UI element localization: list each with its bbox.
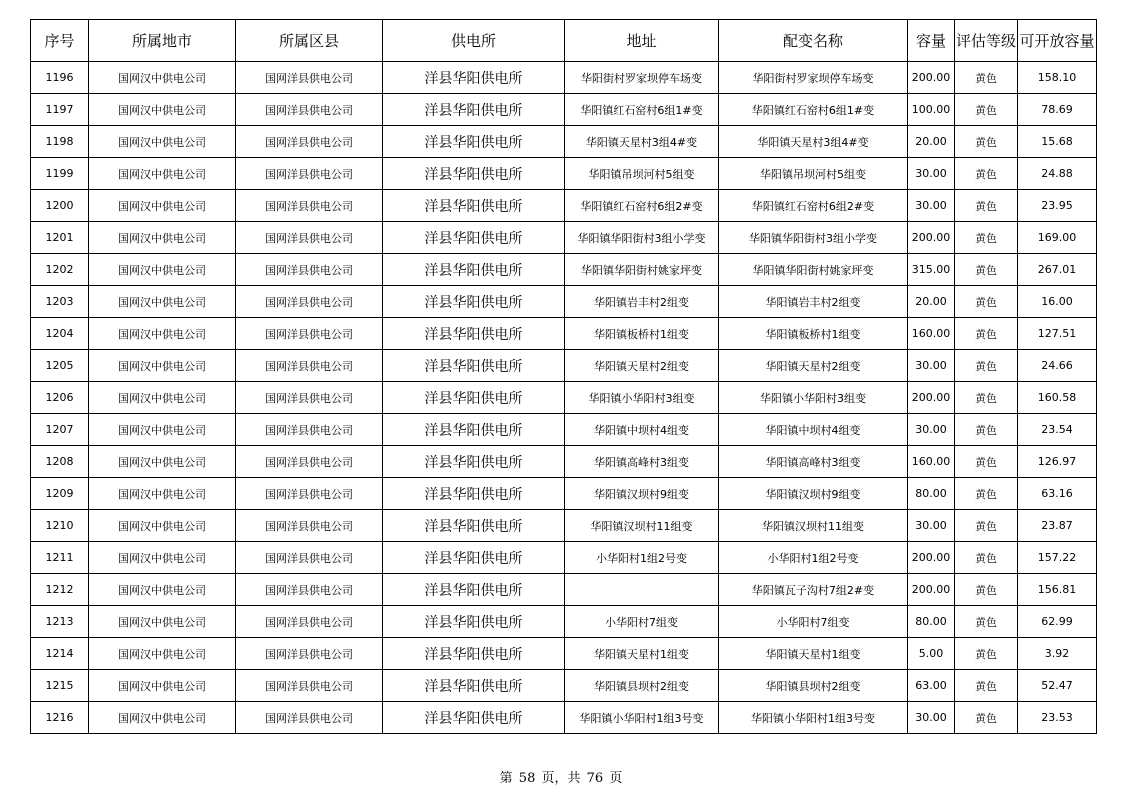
cell-col-index: 1200 bbox=[31, 190, 89, 222]
table-row bbox=[31, 350, 1097, 382]
cell-col-county: 国网洋县供电公司 bbox=[236, 478, 383, 510]
header-col-county: 所属区县 bbox=[236, 20, 383, 62]
cell-col-capacity: 200.00 bbox=[908, 62, 955, 94]
cell-col-index: 1203 bbox=[31, 286, 89, 318]
cell-col-county: 国网洋县供电公司 bbox=[236, 382, 383, 414]
cell-col-open-capacity: 157.22 bbox=[1018, 542, 1097, 574]
cell-col-open-capacity: 127.51 bbox=[1018, 318, 1097, 350]
table-row bbox=[31, 62, 1097, 94]
cell-col-city: 国网汉中供电公司 bbox=[89, 382, 236, 414]
cell-col-county: 国网洋县供电公司 bbox=[236, 414, 383, 446]
cell-col-transformer-name: 华阳镇天星村1组变 bbox=[719, 638, 908, 670]
cell-col-assessment-level: 黄色 bbox=[955, 254, 1018, 286]
cell-col-capacity: 20.00 bbox=[908, 126, 955, 158]
cell-col-county: 国网洋县供电公司 bbox=[236, 254, 383, 286]
cell-col-open-capacity: 78.69 bbox=[1018, 94, 1097, 126]
cell-col-capacity: 100.00 bbox=[908, 94, 955, 126]
cell-col-county: 国网洋县供电公司 bbox=[236, 62, 383, 94]
cell-col-supply-station: 洋县华阳供电所 bbox=[383, 350, 565, 382]
cell-col-index: 1212 bbox=[31, 574, 89, 606]
cell-col-city: 国网汉中供电公司 bbox=[89, 190, 236, 222]
cell-col-city: 国网汉中供电公司 bbox=[89, 350, 236, 382]
cell-col-county: 国网洋县供电公司 bbox=[236, 638, 383, 670]
cell-col-index: 1210 bbox=[31, 510, 89, 542]
table-row bbox=[31, 606, 1097, 638]
table-body bbox=[31, 62, 1097, 734]
table-row bbox=[31, 190, 1097, 222]
header-col-capacity: 容量 bbox=[908, 20, 955, 62]
table-row bbox=[31, 126, 1097, 158]
cell-col-county: 国网洋县供电公司 bbox=[236, 126, 383, 158]
cell-col-index: 1201 bbox=[31, 222, 89, 254]
capacity-table bbox=[30, 19, 1097, 734]
cell-col-address: 华阳镇吊坝河村5组变 bbox=[565, 158, 719, 190]
cell-col-index: 1202 bbox=[31, 254, 89, 286]
cell-col-open-capacity: 3.92 bbox=[1018, 638, 1097, 670]
cell-col-transformer-name: 华阳镇小华阳村1组3号变 bbox=[719, 702, 908, 734]
cell-col-open-capacity: 62.99 bbox=[1018, 606, 1097, 638]
cell-col-index: 1215 bbox=[31, 670, 89, 702]
cell-col-address: 华阳街村罗家坝停车场变 bbox=[565, 62, 719, 94]
cell-col-supply-station: 洋县华阳供电所 bbox=[383, 222, 565, 254]
cell-col-supply-station: 洋县华阳供电所 bbox=[383, 478, 565, 510]
cell-col-open-capacity: 16.00 bbox=[1018, 286, 1097, 318]
cell-col-county: 国网洋县供电公司 bbox=[236, 318, 383, 350]
cell-col-city: 国网汉中供电公司 bbox=[89, 574, 236, 606]
cell-col-city: 国网汉中供电公司 bbox=[89, 446, 236, 478]
cell-col-transformer-name: 华阳街村罗家坝停车场变 bbox=[719, 62, 908, 94]
cell-col-address: 华阳镇红石窑村6组1#变 bbox=[565, 94, 719, 126]
cell-col-supply-station: 洋县华阳供电所 bbox=[383, 62, 565, 94]
cell-col-index: 1198 bbox=[31, 126, 89, 158]
table-row bbox=[31, 158, 1097, 190]
cell-col-county: 国网洋县供电公司 bbox=[236, 510, 383, 542]
cell-col-county: 国网洋县供电公司 bbox=[236, 446, 383, 478]
cell-col-open-capacity: 160.58 bbox=[1018, 382, 1097, 414]
cell-col-index: 1196 bbox=[31, 62, 89, 94]
cell-col-index: 1206 bbox=[31, 382, 89, 414]
cell-col-capacity: 315.00 bbox=[908, 254, 955, 286]
cell-col-capacity: 160.00 bbox=[908, 318, 955, 350]
cell-col-assessment-level: 黄色 bbox=[955, 574, 1018, 606]
cell-col-capacity: 200.00 bbox=[908, 222, 955, 254]
cell-col-assessment-level: 黄色 bbox=[955, 222, 1018, 254]
cell-col-open-capacity: 156.81 bbox=[1018, 574, 1097, 606]
cell-col-transformer-name: 华阳镇汉坝村9组变 bbox=[719, 478, 908, 510]
table-row bbox=[31, 574, 1097, 606]
cell-col-county: 国网洋县供电公司 bbox=[236, 670, 383, 702]
cell-col-index: 1214 bbox=[31, 638, 89, 670]
cell-col-index: 1204 bbox=[31, 318, 89, 350]
cell-col-assessment-level: 黄色 bbox=[955, 62, 1018, 94]
cell-col-index: 1211 bbox=[31, 542, 89, 574]
cell-col-capacity: 30.00 bbox=[908, 190, 955, 222]
cell-col-index: 1199 bbox=[31, 158, 89, 190]
cell-col-supply-station: 洋县华阳供电所 bbox=[383, 606, 565, 638]
cell-col-county: 国网洋县供电公司 bbox=[236, 94, 383, 126]
table-header-row bbox=[31, 20, 1097, 62]
cell-col-transformer-name: 华阳镇中坝村4组变 bbox=[719, 414, 908, 446]
cell-col-address: 华阳镇天星村3组4#变 bbox=[565, 126, 719, 158]
cell-col-open-capacity: 126.97 bbox=[1018, 446, 1097, 478]
header-col-open-capacity: 可开放容量 bbox=[1018, 20, 1097, 62]
table-row bbox=[31, 542, 1097, 574]
cell-col-transformer-name: 华阳镇天星村2组变 bbox=[719, 350, 908, 382]
table-row bbox=[31, 318, 1097, 350]
cell-col-supply-station: 洋县华阳供电所 bbox=[383, 286, 565, 318]
cell-col-transformer-name: 华阳镇红石窑村6组1#变 bbox=[719, 94, 908, 126]
table-row bbox=[31, 414, 1097, 446]
cell-col-city: 国网汉中供电公司 bbox=[89, 638, 236, 670]
cell-col-assessment-level: 黄色 bbox=[955, 94, 1018, 126]
cell-col-address: 华阳镇天星村1组变 bbox=[565, 638, 719, 670]
cell-col-transformer-name: 华阳镇天星村3组4#变 bbox=[719, 126, 908, 158]
cell-col-index: 1205 bbox=[31, 350, 89, 382]
cell-col-city: 国网汉中供电公司 bbox=[89, 414, 236, 446]
header-col-transformer-name: 配变名称 bbox=[719, 20, 908, 62]
cell-col-city: 国网汉中供电公司 bbox=[89, 542, 236, 574]
cell-col-open-capacity: 63.16 bbox=[1018, 478, 1097, 510]
header-col-index: 序号 bbox=[31, 20, 89, 62]
table-row bbox=[31, 670, 1097, 702]
cell-col-address: 小华阳村7组变 bbox=[565, 606, 719, 638]
header-col-supply-station: 供电所 bbox=[383, 20, 565, 62]
cell-col-supply-station: 洋县华阳供电所 bbox=[383, 638, 565, 670]
cell-col-assessment-level: 黄色 bbox=[955, 702, 1018, 734]
cell-col-city: 国网汉中供电公司 bbox=[89, 670, 236, 702]
cell-col-capacity: 30.00 bbox=[908, 158, 955, 190]
cell-col-supply-station: 洋县华阳供电所 bbox=[383, 574, 565, 606]
cell-col-transformer-name: 小华阳村1组2号变 bbox=[719, 542, 908, 574]
cell-col-index: 1207 bbox=[31, 414, 89, 446]
cell-col-capacity: 200.00 bbox=[908, 382, 955, 414]
cell-col-address: 华阳镇天星村2组变 bbox=[565, 350, 719, 382]
cell-col-supply-station: 洋县华阳供电所 bbox=[383, 254, 565, 286]
cell-col-address: 华阳镇小华阳村3组变 bbox=[565, 382, 719, 414]
table-row bbox=[31, 94, 1097, 126]
cell-col-city: 国网汉中供电公司 bbox=[89, 158, 236, 190]
table-row bbox=[31, 478, 1097, 510]
cell-col-capacity: 80.00 bbox=[908, 478, 955, 510]
cell-col-capacity: 30.00 bbox=[908, 350, 955, 382]
cell-col-capacity: 63.00 bbox=[908, 670, 955, 702]
cell-col-index: 1197 bbox=[31, 94, 89, 126]
cell-col-transformer-name: 华阳镇华阳街村姚家坪变 bbox=[719, 254, 908, 286]
cell-col-assessment-level: 黄色 bbox=[955, 606, 1018, 638]
cell-col-assessment-level: 黄色 bbox=[955, 382, 1018, 414]
cell-col-city: 国网汉中供电公司 bbox=[89, 94, 236, 126]
capacity-table-container bbox=[30, 19, 1096, 734]
table-row bbox=[31, 638, 1097, 670]
cell-col-index: 1208 bbox=[31, 446, 89, 478]
cell-col-address bbox=[565, 574, 719, 606]
cell-col-city: 国网汉中供电公司 bbox=[89, 318, 236, 350]
cell-col-supply-station: 洋县华阳供电所 bbox=[383, 702, 565, 734]
cell-col-open-capacity: 23.54 bbox=[1018, 414, 1097, 446]
cell-col-capacity: 80.00 bbox=[908, 606, 955, 638]
cell-col-county: 国网洋县供电公司 bbox=[236, 542, 383, 574]
cell-col-city: 国网汉中供电公司 bbox=[89, 606, 236, 638]
cell-col-assessment-level: 黄色 bbox=[955, 542, 1018, 574]
cell-col-open-capacity: 24.88 bbox=[1018, 158, 1097, 190]
cell-col-assessment-level: 黄色 bbox=[955, 190, 1018, 222]
cell-col-assessment-level: 黄色 bbox=[955, 318, 1018, 350]
cell-col-address: 华阳镇板桥村1组变 bbox=[565, 318, 719, 350]
cell-col-address: 华阳镇岩丰村2组变 bbox=[565, 286, 719, 318]
cell-col-assessment-level: 黄色 bbox=[955, 414, 1018, 446]
cell-col-supply-station: 洋县华阳供电所 bbox=[383, 318, 565, 350]
cell-col-open-capacity: 23.53 bbox=[1018, 702, 1097, 734]
cell-col-open-capacity: 158.10 bbox=[1018, 62, 1097, 94]
cell-col-capacity: 30.00 bbox=[908, 414, 955, 446]
cell-col-city: 国网汉中供电公司 bbox=[89, 62, 236, 94]
cell-col-supply-station: 洋县华阳供电所 bbox=[383, 158, 565, 190]
cell-col-supply-station: 洋县华阳供电所 bbox=[383, 446, 565, 478]
footer-middle: 页，共 bbox=[541, 771, 581, 786]
header-col-assessment-level: 评估等级 bbox=[955, 20, 1018, 62]
cell-col-address: 华阳镇汉坝村11组变 bbox=[565, 510, 719, 542]
cell-col-address: 华阳镇华阳街村3组小学变 bbox=[565, 222, 719, 254]
cell-col-address: 华阳镇华阳街村姚家坪变 bbox=[565, 254, 719, 286]
cell-col-assessment-level: 黄色 bbox=[955, 446, 1018, 478]
cell-col-transformer-name: 小华阳村7组变 bbox=[719, 606, 908, 638]
cell-col-address: 华阳镇高峰村3组变 bbox=[565, 446, 719, 478]
cell-col-capacity: 5.00 bbox=[908, 638, 955, 670]
cell-col-open-capacity: 23.95 bbox=[1018, 190, 1097, 222]
cell-col-address: 华阳镇小华阳村1组3号变 bbox=[565, 702, 719, 734]
cell-col-supply-station: 洋县华阳供电所 bbox=[383, 542, 565, 574]
cell-col-transformer-name: 华阳镇县坝村2组变 bbox=[719, 670, 908, 702]
cell-col-city: 国网汉中供电公司 bbox=[89, 478, 236, 510]
header-col-address: 地址 bbox=[565, 20, 719, 62]
cell-col-transformer-name: 华阳镇红石窑村6组2#变 bbox=[719, 190, 908, 222]
cell-col-transformer-name: 华阳镇瓦子沟村7组2#变 bbox=[719, 574, 908, 606]
footer-page-number: 58 bbox=[518, 771, 536, 786]
cell-col-transformer-name: 华阳镇高峰村3组变 bbox=[719, 446, 908, 478]
cell-col-county: 国网洋县供电公司 bbox=[236, 158, 383, 190]
cell-col-open-capacity: 267.01 bbox=[1018, 254, 1097, 286]
cell-col-address: 华阳镇县坝村2组变 bbox=[565, 670, 719, 702]
cell-col-capacity: 200.00 bbox=[908, 542, 955, 574]
cell-col-supply-station: 洋县华阳供电所 bbox=[383, 382, 565, 414]
cell-col-transformer-name: 华阳镇吊坝河村5组变 bbox=[719, 158, 908, 190]
cell-col-assessment-level: 黄色 bbox=[955, 510, 1018, 542]
cell-col-index: 1213 bbox=[31, 606, 89, 638]
cell-col-assessment-level: 黄色 bbox=[955, 350, 1018, 382]
table-row bbox=[31, 702, 1097, 734]
table-row bbox=[31, 382, 1097, 414]
cell-col-supply-station: 洋县华阳供电所 bbox=[383, 126, 565, 158]
header-col-city: 所属地市 bbox=[89, 20, 236, 62]
cell-col-transformer-name: 华阳镇华阳街村3组小学变 bbox=[719, 222, 908, 254]
cell-col-open-capacity: 23.87 bbox=[1018, 510, 1097, 542]
cell-col-assessment-level: 黄色 bbox=[955, 478, 1018, 510]
cell-col-city: 国网汉中供电公司 bbox=[89, 254, 236, 286]
cell-col-open-capacity: 15.68 bbox=[1018, 126, 1097, 158]
table-row bbox=[31, 222, 1097, 254]
cell-col-capacity: 30.00 bbox=[908, 510, 955, 542]
table-row bbox=[31, 254, 1097, 286]
footer-total-pages: 76 bbox=[586, 771, 604, 786]
table-row bbox=[31, 510, 1097, 542]
cell-col-capacity: 30.00 bbox=[908, 702, 955, 734]
cell-col-county: 国网洋县供电公司 bbox=[236, 222, 383, 254]
cell-col-index: 1209 bbox=[31, 478, 89, 510]
cell-col-supply-station: 洋县华阳供电所 bbox=[383, 190, 565, 222]
cell-col-transformer-name: 华阳镇汉坝村11组变 bbox=[719, 510, 908, 542]
cell-col-assessment-level: 黄色 bbox=[955, 126, 1018, 158]
footer-suffix: 页 bbox=[609, 771, 623, 786]
cell-col-assessment-level: 黄色 bbox=[955, 638, 1018, 670]
table-row bbox=[31, 446, 1097, 478]
cell-col-county: 国网洋县供电公司 bbox=[236, 702, 383, 734]
cell-col-assessment-level: 黄色 bbox=[955, 670, 1018, 702]
cell-col-address: 华阳镇中坝村4组变 bbox=[565, 414, 719, 446]
page-footer bbox=[0, 767, 1122, 786]
cell-col-city: 国网汉中供电公司 bbox=[89, 126, 236, 158]
cell-col-open-capacity: 24.66 bbox=[1018, 350, 1097, 382]
cell-col-city: 国网汉中供电公司 bbox=[89, 510, 236, 542]
cell-col-supply-station: 洋县华阳供电所 bbox=[383, 510, 565, 542]
cell-col-county: 国网洋县供电公司 bbox=[236, 574, 383, 606]
cell-col-transformer-name: 华阳镇板桥村1组变 bbox=[719, 318, 908, 350]
cell-col-capacity: 20.00 bbox=[908, 286, 955, 318]
table-row bbox=[31, 286, 1097, 318]
cell-col-assessment-level: 黄色 bbox=[955, 158, 1018, 190]
footer-prefix: 第 bbox=[499, 771, 513, 786]
cell-col-capacity: 200.00 bbox=[908, 574, 955, 606]
cell-col-county: 国网洋县供电公司 bbox=[236, 286, 383, 318]
cell-col-city: 国网汉中供电公司 bbox=[89, 702, 236, 734]
cell-col-county: 国网洋县供电公司 bbox=[236, 190, 383, 222]
cell-col-address: 小华阳村1组2号变 bbox=[565, 542, 719, 574]
cell-col-address: 华阳镇汉坝村9组变 bbox=[565, 478, 719, 510]
cell-col-supply-station: 洋县华阳供电所 bbox=[383, 414, 565, 446]
cell-col-city: 国网汉中供电公司 bbox=[89, 222, 236, 254]
cell-col-city: 国网汉中供电公司 bbox=[89, 286, 236, 318]
cell-col-transformer-name: 华阳镇岩丰村2组变 bbox=[719, 286, 908, 318]
cell-col-county: 国网洋县供电公司 bbox=[236, 606, 383, 638]
cell-col-index: 1216 bbox=[31, 702, 89, 734]
cell-col-transformer-name: 华阳镇小华阳村3组变 bbox=[719, 382, 908, 414]
cell-col-open-capacity: 52.47 bbox=[1018, 670, 1097, 702]
cell-col-supply-station: 洋县华阳供电所 bbox=[383, 94, 565, 126]
cell-col-capacity: 160.00 bbox=[908, 446, 955, 478]
cell-col-county: 国网洋县供电公司 bbox=[236, 350, 383, 382]
cell-col-supply-station: 洋县华阳供电所 bbox=[383, 670, 565, 702]
cell-col-address: 华阳镇红石窑村6组2#变 bbox=[565, 190, 719, 222]
cell-col-open-capacity: 169.00 bbox=[1018, 222, 1097, 254]
cell-col-assessment-level: 黄色 bbox=[955, 286, 1018, 318]
